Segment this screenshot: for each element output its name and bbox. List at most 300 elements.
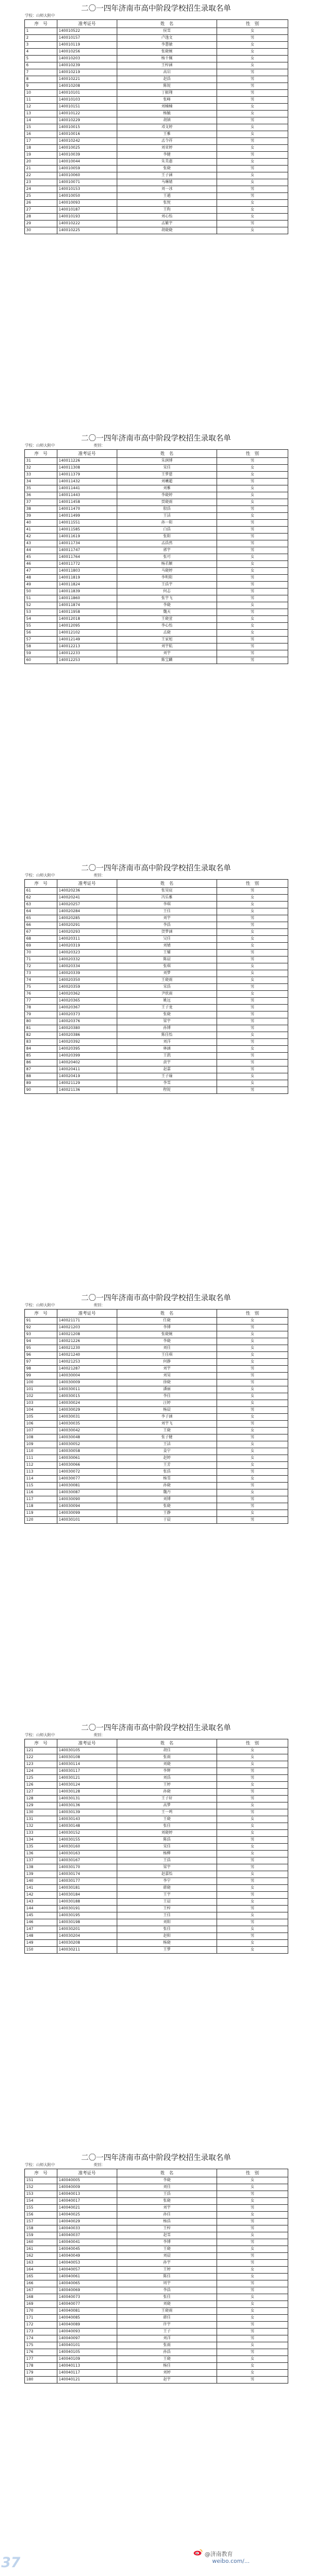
row-exam-id: 140011874	[57, 602, 117, 609]
row-gender: 男	[217, 2219, 288, 2225]
header-gender: 性 别	[217, 880, 288, 888]
table-row	[25, 2191, 288, 2198]
row-seq: 117	[25, 1496, 57, 1503]
table-row	[25, 2205, 288, 2212]
table-row	[25, 963, 288, 970]
row-exam-id: 140011764	[57, 554, 117, 561]
table-row	[25, 1032, 288, 1039]
row-exam-id: 140040025	[57, 2212, 117, 2219]
row-student-name: 王浩	[117, 2191, 217, 2198]
row-gender: 男	[217, 1857, 288, 1864]
table-row	[25, 902, 288, 908]
table-row	[25, 1851, 288, 1857]
row-seq: 56	[25, 630, 57, 637]
roster-section	[0, 1291, 312, 1524]
header-gender: 性 别	[217, 450, 288, 458]
row-gender: 男	[217, 1005, 288, 1012]
header-seq: 序 号	[25, 2169, 57, 2177]
row-student-name: 黄宇	[117, 1060, 217, 1067]
row-exam-id: 140030035	[57, 1421, 117, 1428]
row-gender: 男	[217, 637, 288, 644]
table-row	[25, 485, 288, 492]
row-seq: 47	[25, 568, 57, 575]
row-exam-id: 140011226	[57, 458, 117, 465]
table-row	[25, 1053, 288, 1060]
row-exam-id: 140020386	[57, 1032, 117, 1039]
row-exam-id: 140021203	[57, 1325, 117, 1331]
row-gender: 男	[217, 1025, 288, 1032]
row-student-name: 杨晨	[117, 1407, 217, 1414]
row-seq: 30	[25, 227, 57, 234]
row-exam-id: 140011824	[57, 582, 117, 589]
row-student-name: 刘宇航	[117, 644, 217, 650]
row-student-name: 马琳婧	[117, 179, 217, 186]
row-gender: 女	[217, 895, 288, 902]
row-exam-id: 140030208	[57, 1940, 117, 1947]
row-exam-id: 140012253	[57, 657, 117, 664]
row-seq: 22	[25, 172, 57, 179]
row-exam-id: 140010225	[57, 227, 117, 234]
row-student-name: 程锐	[117, 1087, 217, 1094]
row-seq: 19	[25, 152, 57, 159]
row-student-name: 刘洋	[117, 2335, 217, 2342]
row-gender: 女	[217, 1761, 288, 1768]
row-gender: 女	[217, 902, 288, 908]
table-row	[25, 104, 288, 111]
row-seq: 162	[25, 2253, 57, 2260]
row-exam-id: 140030077	[57, 1476, 117, 1483]
row-exam-id: 140030188	[57, 1899, 117, 1906]
table-row	[25, 124, 288, 131]
row-exam-id: 140030099	[57, 1510, 117, 1517]
row-seq: 74	[25, 977, 57, 984]
row-seq: 142	[25, 1892, 57, 1899]
row-exam-id: 140020411	[57, 1067, 117, 1073]
table-row	[25, 2239, 288, 2246]
row-gender: 女	[217, 1338, 288, 1345]
row-seq: 49	[25, 582, 57, 589]
row-gender: 男	[217, 1373, 288, 1380]
row-exam-id: 140030101	[57, 1517, 117, 1524]
row-seq: 40	[25, 520, 57, 527]
table-row	[25, 998, 288, 1005]
row-student-name: 王梓	[117, 2225, 217, 2232]
table-row	[25, 984, 288, 991]
row-student-name: 李晓	[117, 602, 217, 609]
row-student-name: 孟繁宇	[117, 221, 217, 227]
row-seq: 52	[25, 602, 57, 609]
table-row	[25, 69, 288, 76]
row-exam-id: 140012233	[57, 650, 117, 657]
table-header-row	[25, 2169, 288, 2177]
roster-section	[0, 1721, 312, 1954]
table-row	[25, 2260, 288, 2267]
row-gender: 女	[217, 554, 288, 561]
table-row	[25, 1448, 288, 1455]
table-row	[25, 111, 288, 117]
table-row	[25, 1373, 288, 1380]
row-student-name: 朱美惠	[117, 159, 217, 166]
row-exam-id: 140020392	[57, 1039, 117, 1046]
table-row	[25, 2287, 288, 2294]
row-seq: 72	[25, 963, 57, 970]
row-student-name: 赵宇	[117, 2377, 217, 2384]
row-gender: 女	[217, 1851, 288, 1857]
table-row	[25, 76, 288, 83]
row-gender: 女	[217, 465, 288, 472]
table-row	[25, 2184, 288, 2191]
table-row	[25, 1435, 288, 1441]
table-row	[25, 513, 288, 520]
row-gender: 女	[217, 1359, 288, 1366]
header-exam-id: 准考证号	[57, 450, 117, 458]
row-gender: 男	[217, 1483, 288, 1489]
row-student-name: 孟令祥	[117, 138, 217, 145]
row-student-name: 刘宇飞	[117, 1421, 217, 1428]
row-seq: 179	[25, 2370, 57, 2377]
table-row	[25, 2280, 288, 2287]
row-gender: 女	[217, 2342, 288, 2349]
row-exam-id: 140010101	[57, 90, 117, 97]
row-student-name: 王梦慈	[117, 472, 217, 479]
row-seq: 99	[25, 1373, 57, 1380]
table-row	[25, 1345, 288, 1352]
header-exam-id: 准考证号	[57, 20, 117, 28]
roster-table	[24, 1739, 288, 1954]
row-seq: 3	[25, 42, 57, 49]
row-gender: 女	[217, 630, 288, 637]
table-row	[25, 221, 288, 227]
row-student-name: 冯乐雅	[117, 895, 217, 902]
row-seq: 75	[25, 984, 57, 991]
row-gender: 女	[217, 2315, 288, 2322]
row-student-name: 胡佳	[117, 1748, 217, 1754]
table-row	[25, 630, 288, 637]
row-seq: 92	[25, 1325, 57, 1331]
row-exam-id: 140040045	[57, 2246, 117, 2253]
row-exam-id: 140040097	[57, 2335, 117, 2342]
row-student-name: 杨佳	[117, 2363, 217, 2370]
row-seq: 45	[25, 554, 57, 561]
table-row	[25, 2212, 288, 2219]
school-label: 学校：山师大附中	[25, 14, 56, 18]
row-seq: 20	[25, 159, 57, 166]
row-exam-id: 140020293	[57, 929, 117, 936]
row-gender: 女	[217, 970, 288, 977]
row-gender: 男	[217, 1919, 288, 1926]
table-row	[25, 2267, 288, 2274]
row-student-name: 胡晓晓	[117, 227, 217, 234]
row-seq: 172	[25, 2322, 57, 2329]
row-exam-id: 140010219	[57, 69, 117, 76]
table-row	[25, 2349, 288, 2356]
row-exam-id: 140030087	[57, 1489, 117, 1496]
row-seq: 64	[25, 908, 57, 915]
row-gender: 女	[217, 1912, 288, 1919]
header-seq: 序 号	[25, 1310, 57, 1318]
row-student-name: 赵嘉	[117, 1067, 217, 1073]
row-gender: 女	[217, 56, 288, 62]
row-gender: 男	[217, 1053, 288, 1060]
row-exam-id: 140021208	[57, 1331, 117, 1338]
row-exam-id: 140040005	[57, 2177, 117, 2184]
row-exam-id: 140020359	[57, 984, 117, 991]
row-gender: 女	[217, 1414, 288, 1421]
row-seq: 119	[25, 1510, 57, 1517]
table-row	[25, 2294, 288, 2301]
table-row	[25, 172, 288, 179]
category-label: 类别：	[94, 873, 105, 878]
row-gender: 男	[217, 1435, 288, 1441]
row-gender: 男	[217, 458, 288, 465]
row-seq: 125	[25, 1775, 57, 1782]
row-exam-id: 140030148	[57, 1823, 117, 1830]
row-seq: 140	[25, 1878, 57, 1885]
row-student-name: 刘婧	[117, 943, 217, 950]
row-exam-id: 140012149	[57, 637, 117, 644]
row-gender: 女	[217, 977, 288, 984]
row-exam-id: 140010122	[57, 111, 117, 117]
row-seq: 130	[25, 1809, 57, 1816]
row-student-name: 杨柳	[117, 1851, 217, 1857]
row-gender: 女	[217, 200, 288, 207]
row-gender: 男	[217, 97, 288, 104]
row-student-name: 王一鸣	[117, 1809, 217, 1816]
table-row	[25, 1087, 288, 1094]
row-exam-id: 140010059	[57, 166, 117, 172]
table-row	[25, 458, 288, 465]
row-gender: 女	[217, 2363, 288, 2370]
row-seq: 35	[25, 485, 57, 492]
header-gender: 性 别	[217, 1739, 288, 1748]
row-student-name: 李晓	[117, 2177, 217, 2184]
row-seq: 34	[25, 479, 57, 485]
header-seq: 序 号	[25, 450, 57, 458]
table-row	[25, 1892, 288, 1899]
row-seq: 158	[25, 2225, 57, 2232]
row-exam-id: 140010187	[57, 207, 117, 214]
row-student-name: 王子	[117, 2329, 217, 2335]
row-exam-id: 140010103	[57, 97, 117, 104]
row-seq: 12	[25, 104, 57, 111]
row-student-name: 李晓婷	[117, 492, 217, 499]
row-exam-id: 140010221	[57, 76, 117, 83]
row-gender: 女	[217, 1448, 288, 1455]
row-seq: 109	[25, 1441, 57, 1448]
row-exam-id: 140030042	[57, 1428, 117, 1435]
row-seq: 6	[25, 62, 57, 69]
row-student-name: 张琪	[117, 963, 217, 970]
row-seq: 67	[25, 929, 57, 936]
table-row	[25, 589, 288, 595]
row-seq: 23	[25, 179, 57, 186]
row-student-name: 魏丹	[117, 1489, 217, 1496]
row-gender: 女	[217, 104, 288, 111]
row-student-name: 王晓雨	[117, 2308, 217, 2315]
row-student-name: 王佳	[117, 1912, 217, 1919]
table-row	[25, 1926, 288, 1933]
row-gender: 男	[217, 595, 288, 602]
row-student-name: 许宇	[117, 2322, 217, 2329]
row-seq: 25	[25, 193, 57, 200]
row-gender: 女	[217, 623, 288, 630]
row-seq: 126	[25, 1782, 57, 1789]
row-seq: 87	[25, 1067, 57, 1073]
row-gender: 男	[217, 1892, 288, 1899]
row-seq: 33	[25, 472, 57, 479]
table-row	[25, 568, 288, 575]
table-row	[25, 895, 288, 902]
row-exam-id: 140011441	[57, 485, 117, 492]
table-row	[25, 90, 288, 97]
row-gender: 女	[217, 2184, 288, 2191]
row-student-name: 李雪	[117, 1080, 217, 1087]
row-exam-id: 140020350	[57, 977, 117, 984]
table-row	[25, 527, 288, 534]
row-exam-id: 140040073	[57, 2294, 117, 2301]
row-student-name: 王佳	[117, 908, 217, 915]
row-student-name: 王耀	[117, 950, 217, 957]
row-exam-id: 140010522	[57, 28, 117, 35]
row-exam-id: 140030114	[57, 1761, 117, 1768]
row-student-name: 赵雪	[117, 2232, 217, 2239]
row-gender: 男	[217, 2322, 288, 2329]
row-seq: 101	[25, 1386, 57, 1393]
row-seq: 129	[25, 1803, 57, 1809]
category-label: 类别：	[94, 1733, 105, 1738]
row-gender: 男	[217, 117, 288, 124]
row-exam-id: 140040085	[57, 2315, 117, 2322]
row-seq: 124	[25, 1768, 57, 1775]
row-seq: 177	[25, 2356, 57, 2363]
table-row	[25, 186, 288, 193]
row-seq: 152	[25, 2184, 57, 2191]
row-student-name: 刘楠楠	[117, 104, 217, 111]
row-exam-id: 140030061	[57, 1455, 117, 1462]
row-seq: 116	[25, 1489, 57, 1496]
row-seq: 102	[25, 1393, 57, 1400]
row-gender: 女	[217, 1400, 288, 1407]
row-gender: 女	[217, 1844, 288, 1851]
row-exam-id: 140040013	[57, 2191, 117, 2198]
row-exam-id: 140030198	[57, 1919, 117, 1926]
row-seq: 85	[25, 1053, 57, 1060]
row-seq: 24	[25, 186, 57, 193]
row-seq: 9	[25, 83, 57, 90]
row-gender: 女	[217, 42, 288, 49]
table-row	[25, 991, 288, 998]
row-student-name: 王晓	[117, 1428, 217, 1435]
table-row	[25, 888, 288, 895]
row-exam-id: 140011958	[57, 609, 117, 616]
row-gender: 男	[217, 1775, 288, 1782]
row-exam-id: 140030105	[57, 1748, 117, 1754]
row-student-name: 李琪	[117, 902, 217, 908]
row-gender: 女	[217, 1830, 288, 1837]
row-student-name: 王浩宇	[117, 582, 217, 589]
weibo-handle: @济南教育	[205, 2552, 233, 2558]
header-name: 姓 名	[117, 450, 217, 458]
table-row	[25, 1338, 288, 1345]
row-seq: 122	[25, 1754, 57, 1761]
row-exam-id: 140010093	[57, 200, 117, 207]
row-exam-id: 140040009	[57, 2184, 117, 2191]
row-student-name: 任晓	[117, 1318, 217, 1325]
row-gender: 女	[217, 1510, 288, 1517]
row-student-name: 白浩	[117, 527, 217, 534]
row-gender: 男	[217, 1878, 288, 1885]
row-exam-id: 140030181	[57, 1885, 117, 1892]
table-row	[25, 2219, 288, 2225]
row-gender: 女	[217, 2301, 288, 2308]
row-seq: 155	[25, 2205, 57, 2212]
section-title: 二〇一四年济南市高中阶段学校招生录取名单	[80, 2153, 231, 2162]
row-seq: 79	[25, 1012, 57, 1018]
table-row	[25, 2274, 288, 2280]
row-gender: 男	[217, 35, 288, 42]
row-student-name: 李慧敏	[117, 42, 217, 49]
row-exam-id: 140011803	[57, 568, 117, 575]
row-exam-id: 140020339	[57, 970, 117, 977]
row-gender: 女	[217, 2356, 288, 2363]
row-student-name: 刘宇	[117, 650, 217, 657]
category-label: 类别：	[94, 1303, 105, 1308]
section-title: 二〇一四年济南市高中阶段学校招生录取名单	[80, 4, 231, 12]
row-seq: 107	[25, 1428, 57, 1435]
row-student-name: 王宇	[117, 1892, 217, 1899]
row-exam-id: 140010203	[57, 56, 117, 62]
school-label: 学校：山师大附中	[25, 2163, 56, 2167]
row-gender: 女	[217, 561, 288, 568]
table-row	[25, 1067, 288, 1073]
row-exam-id: 140040061	[57, 2274, 117, 2280]
row-gender: 男	[217, 1018, 288, 1025]
row-gender: 男	[217, 1933, 288, 1940]
roster-table	[24, 449, 288, 664]
row-seq: 50	[25, 589, 57, 595]
table-row	[25, 520, 288, 527]
row-gender: 女	[217, 1816, 288, 1823]
table-row	[25, 2342, 288, 2349]
row-seq: 100	[25, 1380, 57, 1386]
row-student-name: 张晓	[117, 1012, 217, 1018]
row-gender: 女	[217, 2370, 288, 2377]
row-seq: 89	[25, 1080, 57, 1087]
roster-section	[0, 2151, 312, 2384]
row-student-name: 姜宁	[117, 1448, 217, 1455]
row-seq: 169	[25, 2301, 57, 2308]
row-seq: 82	[25, 1032, 57, 1039]
row-seq: 156	[25, 2212, 57, 2219]
row-exam-id: 140010060	[57, 172, 117, 179]
row-seq: 175	[25, 2342, 57, 2349]
table-row	[25, 623, 288, 630]
table-row	[25, 479, 288, 485]
row-gender: 男	[217, 186, 288, 193]
row-exam-id: 140020311	[57, 936, 117, 943]
row-exam-id: 140021253	[57, 1359, 117, 1366]
row-seq: 104	[25, 1407, 57, 1414]
row-student-name: 王晓萱	[117, 616, 217, 623]
row-exam-id: 140010193	[57, 214, 117, 221]
row-exam-id: 140030195	[57, 1912, 117, 1919]
table-row	[25, 1476, 288, 1483]
table-row	[25, 214, 288, 221]
table-row	[25, 575, 288, 582]
row-gender: 女	[217, 2267, 288, 2274]
row-exam-id: 140040113	[57, 2363, 117, 2370]
row-student-name: 汪婷	[117, 1400, 217, 1407]
